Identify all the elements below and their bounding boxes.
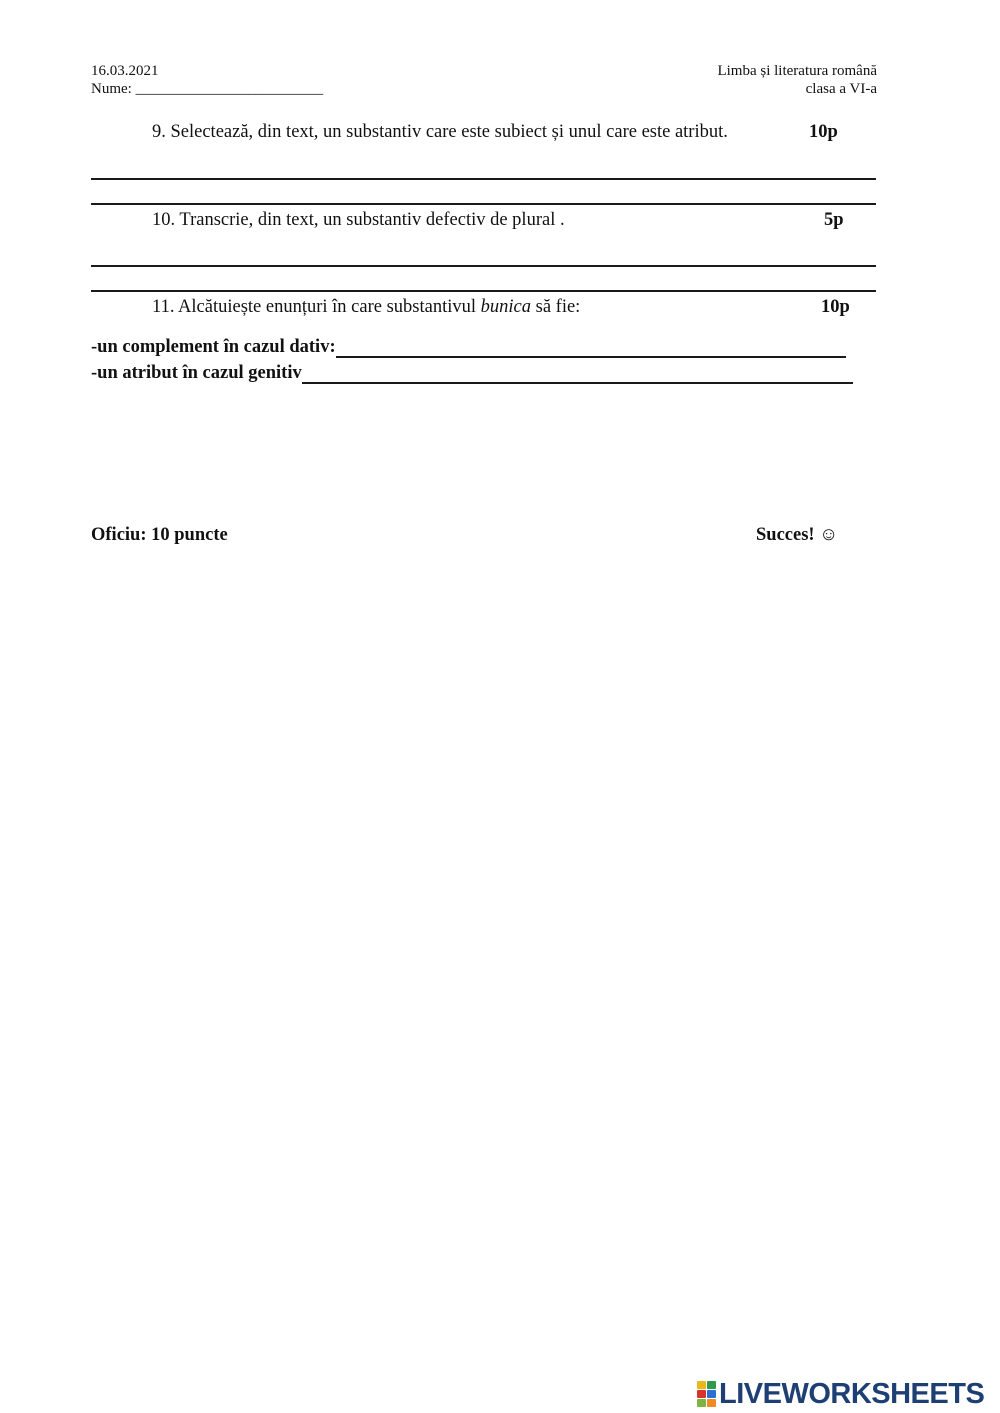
question-11-points: 10p [821, 297, 850, 317]
question-9-text: 9. Selectează, din text, un substantiv care este subiect și unul care este atribut. [152, 122, 728, 142]
question-11-suffix: să fie: [531, 297, 581, 317]
subject-label: Limba și literatura română [717, 63, 877, 79]
genitive-label: -un atribut în cazul genitiv [91, 363, 302, 383]
class-label: clasa a VI-a [805, 81, 877, 97]
genitive-answer-row [91, 362, 853, 384]
dative-label: -un complement în cazul dativ: [91, 337, 336, 357]
logo-block [697, 1390, 706, 1398]
genitive-answer-blank[interactable] [302, 366, 853, 384]
office-points-label: Oficiu: 10 puncte [91, 525, 228, 545]
good-luck-label: Succes! ☺ [756, 525, 839, 545]
logo-blocks-icon [697, 1381, 716, 1407]
name-field-label: Nume: _________________________ [91, 81, 324, 97]
liveworksheets-logo [697, 1377, 984, 1411]
answer-line-9b[interactable] [91, 203, 876, 205]
question-11-keyword: bunica [480, 297, 531, 317]
dative-answer-row [91, 336, 846, 358]
answer-line-9a[interactable] [91, 178, 876, 180]
answer-line-10b[interactable] [91, 290, 876, 292]
question-10-points: 5p [824, 210, 844, 230]
question-9-points: 10p [809, 122, 838, 142]
logo-text: LIVEWORKSHEETS [719, 1378, 985, 1410]
logo-block [697, 1399, 706, 1407]
logo-block [707, 1399, 716, 1407]
logo-block [697, 1381, 706, 1389]
question-11-text [152, 296, 580, 318]
question-10-text: 10. Transcrie, din text, un substantiv defectiv de plural . [152, 210, 565, 230]
logo-block [707, 1381, 716, 1389]
dative-answer-blank[interactable] [336, 340, 846, 358]
answer-line-10a[interactable] [91, 265, 876, 267]
logo-block [707, 1390, 716, 1398]
date-label: 16.03.2021 [91, 63, 159, 79]
question-11-prefix: 11. Alcătuiește enunțuri în care substantivul [152, 297, 481, 317]
